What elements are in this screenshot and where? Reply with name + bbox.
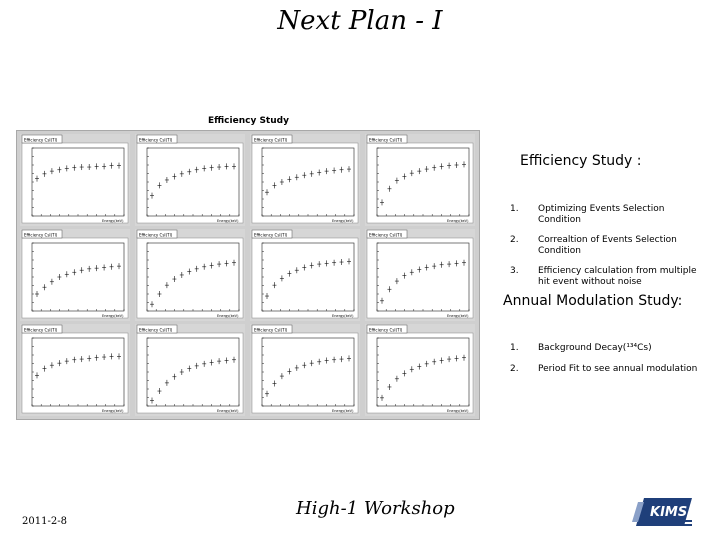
efficiency-study-list — [510, 204, 710, 288]
list-item — [510, 364, 710, 375]
efficiency-plot — [365, 324, 475, 416]
list-number: 1. — [510, 204, 519, 214]
efficiency-plot — [250, 229, 360, 321]
plot-frame — [137, 238, 243, 318]
annual-modulation-heading: Annual Modulation Study: — [503, 293, 683, 309]
plot-label: Efficiency CsI(Tl) — [24, 232, 58, 238]
x-axis-label: Energy(keV) — [447, 219, 469, 223]
x-axis-label: Energy(keV) — [332, 409, 354, 413]
efficiency-plot — [20, 324, 130, 416]
efficiency-plot — [20, 134, 130, 226]
plot-frame — [22, 333, 128, 413]
plot-label: Efficiency CsI(Tl) — [254, 232, 288, 238]
figure-caption: Efficiency Study — [208, 116, 289, 126]
list-number: 2. — [510, 364, 519, 374]
plot-label: Efficiency CsI(Tl) — [254, 327, 288, 333]
list-text: Period Fit to see annual modulation — [538, 364, 698, 374]
x-axis-label: Energy(keV) — [102, 314, 124, 318]
footer-workshop-title: High-1 Workshop — [296, 498, 455, 519]
kims-logo — [630, 492, 700, 532]
list-item — [510, 266, 710, 288]
plot-frame — [137, 333, 243, 413]
plot-frame — [22, 143, 128, 223]
list-text: Correaltion of Events Selection Condition — [538, 235, 677, 256]
list-text: Background Decay(¹³⁴Cs) — [538, 343, 652, 353]
plot-label: Efficiency CsI(Tl) — [139, 232, 173, 238]
svg-text:KIMS: KIMS — [650, 505, 688, 520]
efficiency-plot — [365, 134, 475, 226]
x-axis-label: Energy(keV) — [217, 409, 239, 413]
efficiency-plot-grid — [16, 130, 480, 420]
efficiency-plot — [20, 229, 130, 321]
plot-frame — [367, 143, 473, 223]
plot-label: Efficiency CsI(Tl) — [254, 137, 288, 143]
x-axis-label: Energy(keV) — [102, 219, 124, 223]
list-item — [510, 204, 710, 226]
plot-label: Efficiency CsI(Tl) — [139, 327, 173, 333]
plot-label: Efficiency CsI(Tl) — [369, 137, 403, 143]
x-axis-label: Energy(keV) — [447, 409, 469, 413]
efficiency-study-heading: Efficiency Study : — [520, 153, 642, 169]
plot-label: Efficiency CsI(Tl) — [24, 137, 58, 143]
plot-frame — [252, 143, 358, 223]
x-axis-label: Energy(keV) — [332, 219, 354, 223]
list-number: 1. — [510, 343, 519, 353]
plot-frame — [137, 143, 243, 223]
list-text: Optimizing Events Selection Condition — [538, 204, 665, 225]
plot-frame — [252, 238, 358, 318]
plot-frame — [367, 238, 473, 318]
list-item — [510, 343, 710, 354]
list-text: Efficiency calculation from multiple hit event without noise — [538, 266, 697, 287]
plot-label: Efficiency CsI(Tl) — [369, 232, 403, 238]
x-axis-label: Energy(keV) — [217, 219, 239, 223]
plot-frame — [22, 238, 128, 318]
plot-label: Efficiency CsI(Tl) — [24, 327, 58, 333]
plot-label: Efficiency CsI(Tl) — [139, 137, 173, 143]
list-item — [510, 235, 710, 257]
x-axis-label: Energy(keV) — [217, 314, 239, 318]
efficiency-plot — [135, 324, 245, 416]
x-axis-label: Energy(keV) — [332, 314, 354, 318]
plot-frame — [252, 333, 358, 413]
plot-label: Efficiency CsI(Tl) — [369, 327, 403, 333]
x-axis-label: Energy(keV) — [102, 409, 124, 413]
x-axis-label: Energy(keV) — [447, 314, 469, 318]
annual-modulation-list — [510, 343, 710, 375]
efficiency-plot — [250, 134, 360, 226]
list-number: 2. — [510, 235, 519, 245]
efficiency-plot — [135, 134, 245, 226]
efficiency-plot — [250, 324, 360, 416]
plot-frame — [367, 333, 473, 413]
list-number: 3. — [510, 266, 519, 276]
footer-date: 2011-2-8 — [22, 516, 67, 527]
efficiency-plot — [135, 229, 245, 321]
efficiency-plot — [365, 229, 475, 321]
slide-title: Next Plan - I — [277, 6, 443, 36]
